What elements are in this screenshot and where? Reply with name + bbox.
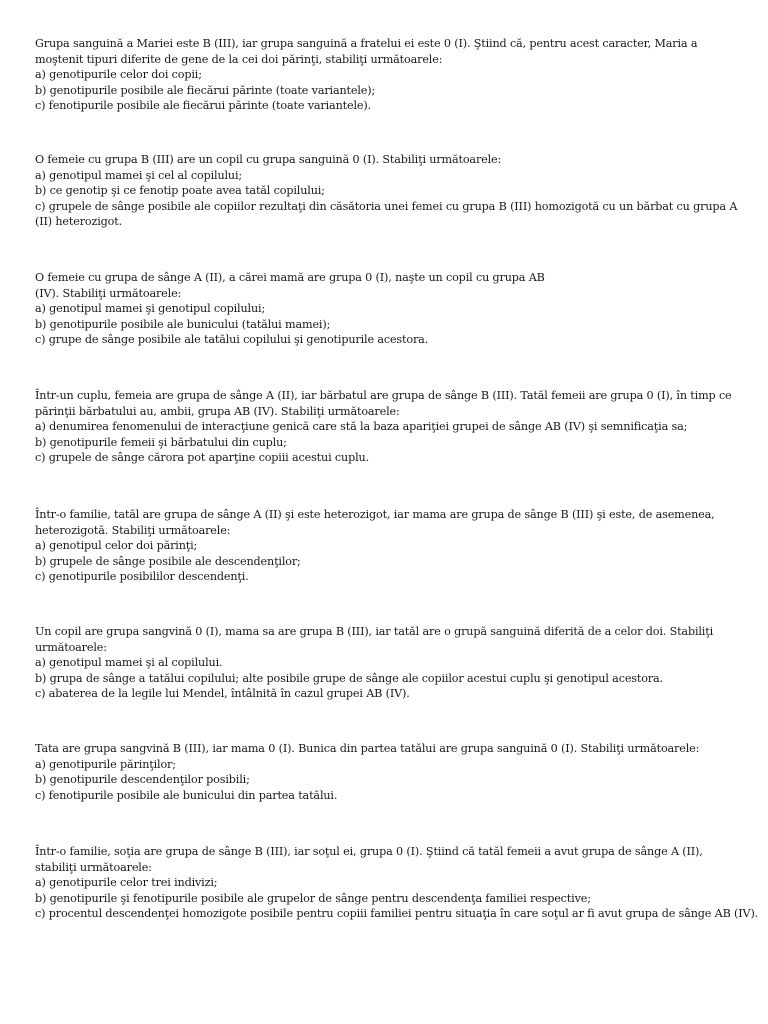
problem-5 <box>35 507 740 585</box>
task-c: c) grupele de sânge cărora pot aparţine copiii acestui cuplu. <box>35 451 369 465</box>
task-a: a) genotipurile celor trei indivizi; <box>35 876 218 890</box>
problem-2 <box>35 152 740 230</box>
task-c: c) fenotipurile posibile ale fiecărui părinte (toate variantele). <box>35 99 371 113</box>
task-c: c) abaterea de la legile lui Mendel, întâlnită în cazul grupei AB (IV). <box>35 687 410 701</box>
task-b: b) grupa de sânge a tatălui copilului; alte posibile grupe de sânge ale copiilor acestui cuplu şi genotipul acestora. <box>35 671 663 685</box>
task-a: a) denumirea fenomenului de interacţiune genică care stă la baza apariţiei grupei de sânge AB (IV) şi semnificaţia sa; <box>35 420 688 434</box>
task-a: a) genotipul mamei şi al copilului. <box>35 656 223 670</box>
task-c: c) procentul descendenţei homozigote posibile pentru copiii familiei pentru situaţia în care soţul ar fi avut grupa de sânge AB (IV). <box>35 907 759 921</box>
problem-statement-continued: (IV). Stabiliţi următoarele: <box>35 286 182 300</box>
task-b: b) ce genotip şi ce fenotip poate avea tatăl copilului; <box>35 184 325 198</box>
task-a: a) genotipul celor doi părinţi; <box>35 539 198 553</box>
problem-3 <box>35 270 740 348</box>
task-a: a) genotipul mamei şi cel al copilului; <box>35 168 243 182</box>
task-c: c) grupele de sânge posibile ale copiilor rezultaţi din căsătoria unei femei cu grupa B (III) homozigotă cu un bărbat cu grupa A (II) heterozigot. <box>35 199 738 229</box>
task-b: b) genotipurile descendenţilor posibili; <box>35 773 250 787</box>
problem-1 <box>35 36 740 114</box>
problem-statement: Într-un cuplu, femeia are grupa de sânge A (II), iar bărbatul are grupa de sânge B (III). Tatăl femeii are grupa 0 (I), în timp ce părinţii bărbatului au, ambii, grupa AB (IV). Stabiliţi următoarele: <box>35 389 732 418</box>
task-b: b) grupele de sânge posibile ale descendenţilor; <box>35 554 301 568</box>
task-b: b) genotipurile posibile ale fiecărui părinte (toate variantele); <box>35 83 376 97</box>
task-c: c) grupe de sânge posibile ale tatălui copilului şi genotipurile acestora. <box>35 333 429 347</box>
problem-statement: O femeie cu grupa de sânge A (II), a cărei mamă are grupa 0 (I), naşte un copil cu grupa AB <box>35 271 545 284</box>
task-b: b) genotipurile femeii şi bărbatului din cuplu; <box>35 435 287 449</box>
problem-statement: Într-o familie, tatăl are grupa de sânge A (II) şi este heterozigot, iar mama are grupa de sânge B (III) şi este, de asemenea, heterozigotă. Stabiliţi următoarele: <box>35 508 715 537</box>
problem-7 <box>35 741 740 803</box>
task-c: c) genotipurile posibililor descendenţi. <box>35 570 249 584</box>
problem-6 <box>35 624 740 702</box>
problem-statement: O femeie cu grupa B (III) are un copil cu grupa sanguină 0 (I). Stabiliţi următoarele: <box>35 153 502 166</box>
problem-4 <box>35 388 740 466</box>
task-c: c) fenotipurile posibile ale bunicului din partea tatălui. <box>35 788 338 802</box>
problem-8 <box>35 844 759 922</box>
problem-statement: Un copil are grupa sangvină 0 (I), mama sa are grupa B (III), iar tatăl are o grupă sanguină diferită de a celor doi. Stabiliţi următoarele: <box>35 625 714 654</box>
problem-statement: Într-o familie, soţia are grupa de sânge B (III), iar soţul ei, grupa 0 (I). Ştiind că tatăl femeii a avut grupa de sânge A (II), stabiliţi următoarele: <box>35 845 703 874</box>
task-a: a) genotipul mamei şi genotipul copilului; <box>35 302 266 316</box>
task-b: b) genotipurile şi fenotipurile posibile ale grupelor de sânge pentru descendenţa familiei respective; <box>35 891 591 905</box>
problem-statement: Grupa sanguină a Mariei este B (III), iar grupa sanguină a fratelui ei este 0 (I). Ştiind că, pentru acest caracter, Maria a moştenit tipuri diferite de gene de la cei doi părinţi, stabiliţi următoarele: <box>35 37 698 66</box>
problem-statement: Tata are grupa sangvină B (III), iar mama 0 (I). Bunica din partea tatălui are grupa sanguină 0 (I). Stabiliţi următoarele: <box>35 742 700 755</box>
task-a: a) genotipurile părinţilor; <box>35 757 176 771</box>
task-b: b) genotipurile posibile ale bunicului (tatălui mamei); <box>35 317 331 331</box>
task-a: a) genotipurile celor doi copii; <box>35 68 202 82</box>
